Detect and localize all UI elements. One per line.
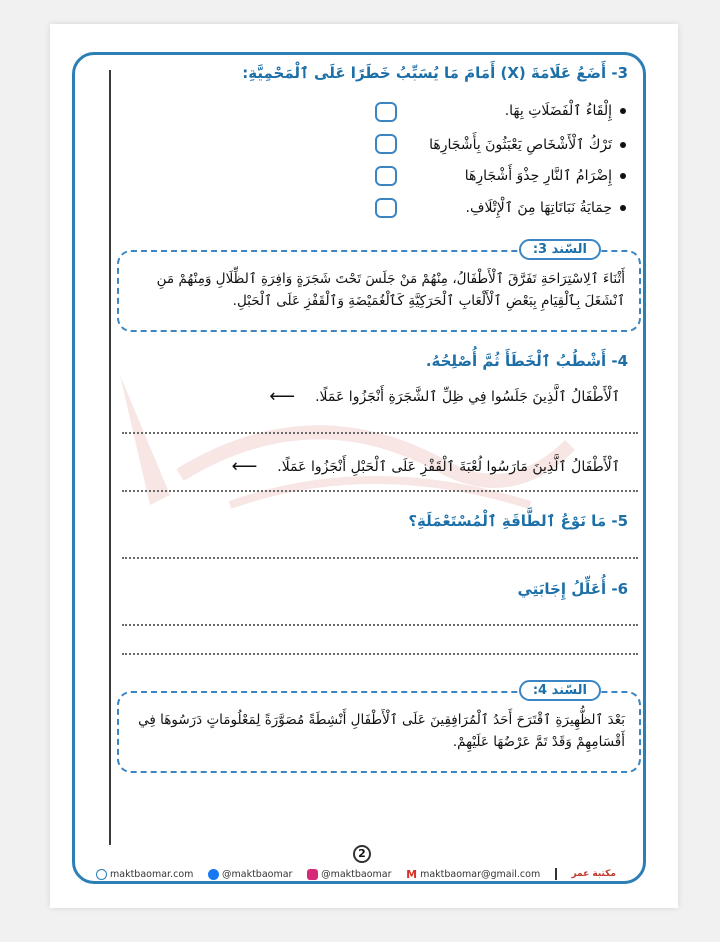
q3-checkbox-2[interactable] <box>375 134 397 154</box>
q3-item-text: حِمَايَةُ نَبَاتَاتِهَا مِنَ ٱلْإِتْلَافِ. <box>465 200 612 216</box>
footer-brand-logo: مكتبة عمر <box>571 869 616 879</box>
q3-item-text: تَرْكُ ٱلْأَشْخَاصِ يَعْبَثُونَ بِأَشْجَارِهَا <box>429 137 612 153</box>
q3-item-4 <box>466 195 627 221</box>
arrow-left-icon: ⟵ <box>269 386 296 407</box>
bullet-icon <box>620 108 626 114</box>
page-number: 2 <box>353 845 371 863</box>
q3-item-text: إِضْرَامُ ٱلنَّارِ حِذْوَ أَشْجَارِهَا <box>464 168 612 184</box>
q3-item-3 <box>465 163 626 189</box>
bullet-icon <box>620 142 626 148</box>
gmail-icon: M <box>406 867 418 881</box>
source-4-label: السّند 4: <box>519 680 601 701</box>
footer-email[interactable] <box>406 868 540 881</box>
q4-sentence-2: ٱلْأَطْفَالُ ٱلَّذِينَ مَارَسُوا لُعْبَةَ ٱلْقَفْزِ عَلَى ٱلْحَبْلِ أَنْجَزُوا عَمَلًا. <box>277 458 620 475</box>
instagram-icon <box>307 869 318 880</box>
q4-sentence-1: ٱلْأَطْفَالُ ٱلَّذِينَ جَلَسُوا فِي ظِلِّ ٱلشَّجَرَةِ أَنْجَزُوا عَمَلًا. <box>315 388 620 405</box>
footer-instagram[interactable] <box>307 869 391 880</box>
q3-checkbox-4[interactable] <box>375 198 397 218</box>
footer <box>96 866 616 882</box>
facebook-icon <box>208 869 219 880</box>
q3-checkbox-3[interactable] <box>375 166 397 186</box>
margin-line <box>109 70 111 845</box>
source-3-box <box>117 242 641 332</box>
globe-icon <box>96 869 107 880</box>
question-5-title: 5- مَا نَوْعُ ٱلطَّاقَةِ ٱلْمُسْتَعْمَلَةِ؟ <box>408 512 628 530</box>
footer-facebook-text: @maktbaomar <box>222 868 293 880</box>
q3-checkbox-1[interactable] <box>375 102 397 122</box>
bullet-icon <box>620 173 626 179</box>
question-4-title: 4- أَشْطُبُ ٱلْخَطَأَ ثُمَّ أُصْلِحُهُ. <box>425 352 628 370</box>
answer-line[interactable] <box>122 432 638 434</box>
question-6-title: 6- أُعَلِّلُ إِجَابَتِي <box>517 580 628 598</box>
bullet-icon <box>620 205 626 211</box>
answer-line[interactable] <box>122 624 638 626</box>
q3-item-text: إِلْقَاءُ ٱلْفَضَلَاتِ بِهَا. <box>504 103 612 119</box>
footer-website-text: maktbaomar.com <box>110 868 194 880</box>
answer-line[interactable] <box>122 490 638 492</box>
answer-line[interactable] <box>122 653 638 655</box>
footer-website[interactable] <box>96 869 193 880</box>
footer-facebook[interactable] <box>208 869 292 880</box>
footer-separator <box>555 868 557 880</box>
source-4-box <box>117 683 641 773</box>
q4-sentence-2-row <box>231 456 620 477</box>
arrow-left-icon: ⟵ <box>231 456 258 477</box>
source-4-text: بَعْدَ ٱلظُّهِيرَةِ ٱقْتَرَحَ أَحَدُ ٱلْمُرَافِقِينَ عَلَى ٱلْأَطْفَالِ أَنْشِطَةً مُصَوَّرَةً لِمَعْلُومَاتٍ دَرَسُوهَا فِي أَقْسَامِهِمْ وَقَدْ تَمَّ عَرْضُهَا عَلَيْهِمْ. <box>138 712 625 750</box>
question-3-title: 3- أَضَعُ عَلَامَةَ (X) أَمَامَ مَا يُسَبِّبُ خَطَرًا عَلَى ٱلْمَحْمِيَّةِ: <box>242 64 628 82</box>
q3-item-1 <box>505 98 626 124</box>
footer-instagram-text: @maktbaomar <box>321 868 392 880</box>
answer-line[interactable] <box>122 557 638 559</box>
source-3-text: أَثْنَاءَ ٱلِاسْتِرَاحَةِ تَفَرَّقَ ٱلْأَطْفَالُ، مِنْهُمْ مَنْ جَلَسَ تَحْتَ شَجَرَةٍ وَافِرَةِ ٱلظِّلَالِ وَمِنْهُمْ مَنِ ٱنْشَغَلَ بِٱلْقِيَامِ بِبَعْضِ ٱلْأَلْعَابِ ٱلْحَرَكِيَّةِ كَٱلْغُمَيْضَةِ وَٱلْقَفْزِ عَلَى ٱلْحَبْلِ. <box>156 271 625 309</box>
source-3-label: السّند 3: <box>519 239 601 260</box>
q3-item-2 <box>429 132 626 158</box>
q4-sentence-1-row <box>269 386 620 407</box>
footer-email-text: maktbaomar@gmail.com <box>420 868 541 880</box>
